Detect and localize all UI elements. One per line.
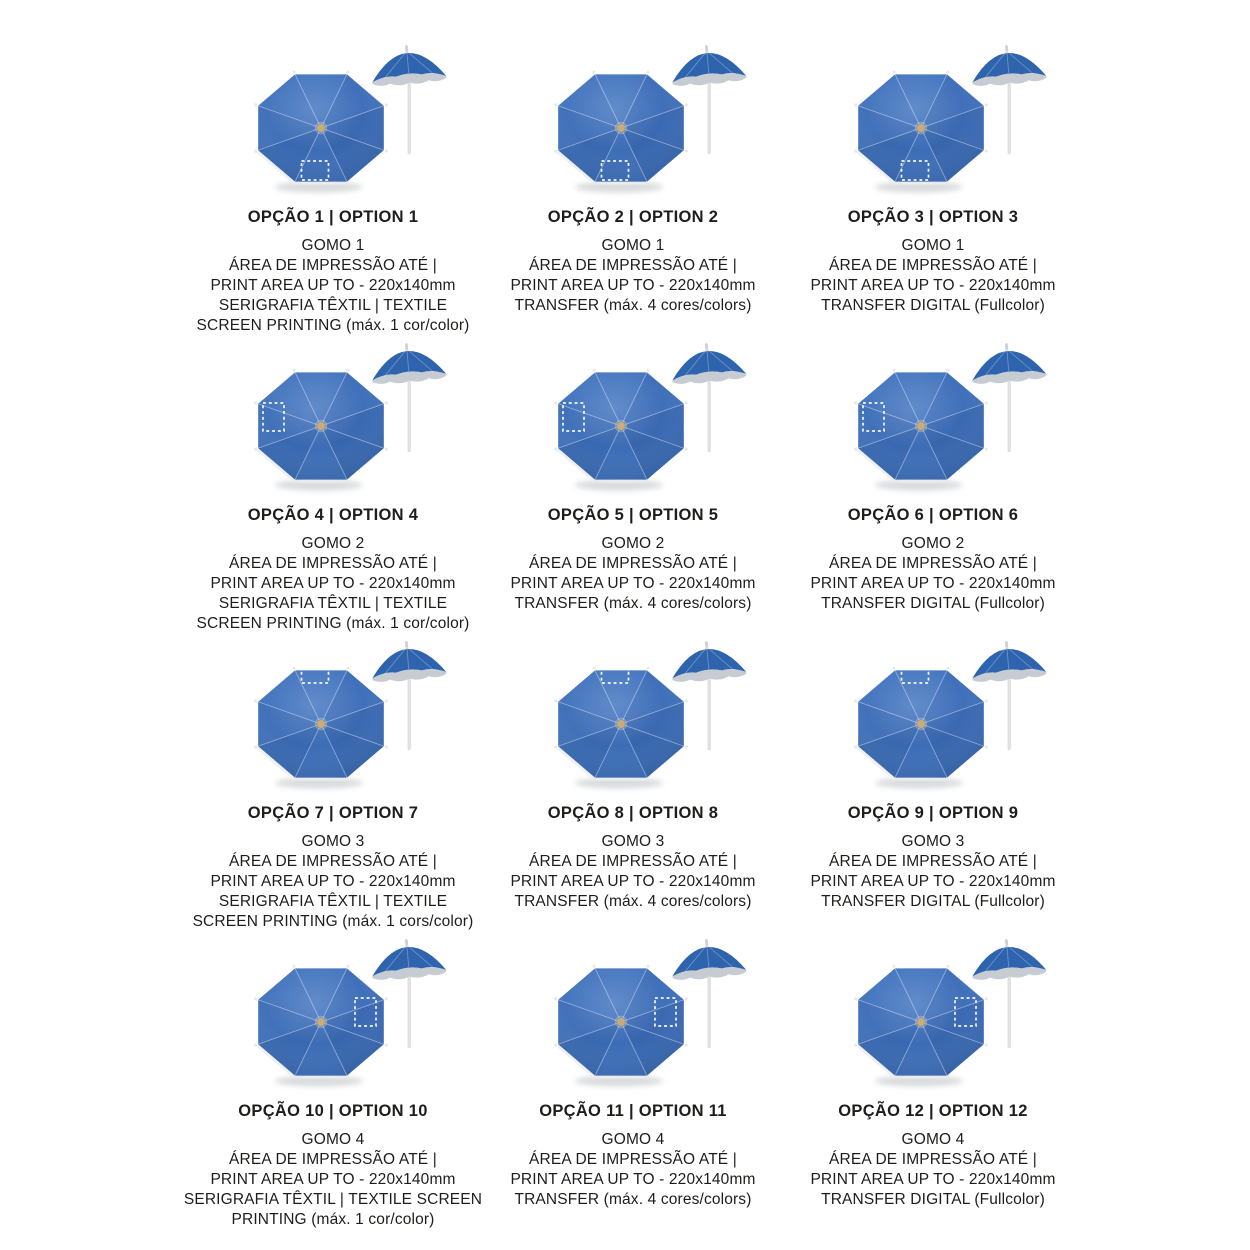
print-area-label-pt: ÁREA DE IMPRESSÃO ATÉ | xyxy=(529,555,737,572)
umbrella-product-image xyxy=(218,934,448,1094)
umbrella-pole xyxy=(1008,976,1011,1048)
print-technique-line: PRINTING (máx. 1 cor/color) xyxy=(231,1211,435,1228)
umbrella-graphic xyxy=(818,338,1048,498)
print-technique-line: SCREEN PRINTING (máx. 1 cors/color) xyxy=(192,913,474,930)
print-technique-line: TRANSFER (máx. 4 cores/colors) xyxy=(514,595,752,612)
umbrella-graphic xyxy=(518,636,748,796)
umbrella-top-view-icon xyxy=(554,664,688,781)
umbrella-product-image xyxy=(518,934,748,1094)
umbrella-pole xyxy=(1008,678,1011,750)
umbrella-product-image xyxy=(518,40,748,200)
print-technique-line: TRANSFER (máx. 4 cores/colors) xyxy=(514,297,752,314)
print-area-label-en: PRINT AREA UP TO - 220x140mm xyxy=(210,873,456,890)
print-area-label-pt: ÁREA DE IMPRESSÃO ATÉ | xyxy=(829,853,1037,870)
option-cell-2 xyxy=(483,40,783,338)
umbrella-graphic xyxy=(218,636,448,796)
gomo-label: GOMO 3 xyxy=(901,833,965,850)
umbrella-top-view-icon xyxy=(854,664,988,781)
print-area-label-pt: ÁREA DE IMPRESSÃO ATÉ | xyxy=(229,555,437,572)
umbrella-top-view-icon xyxy=(554,71,688,185)
umbrella-top-view-icon xyxy=(554,965,688,1080)
option-title: OPÇÃO 1 | OPTION 1 xyxy=(247,208,419,226)
umbrella-product-image xyxy=(818,338,1048,498)
umbrella-top-view-icon xyxy=(254,965,388,1080)
umbrella-pole xyxy=(408,380,411,452)
gomo-label: GOMO 2 xyxy=(301,535,365,552)
option-title: OPÇÃO 8 | OPTION 8 xyxy=(547,804,719,822)
print-area-label-pt: ÁREA DE IMPRESSÃO ATÉ | xyxy=(829,555,1037,572)
print-area-label-en: PRINT AREA UP TO - 220x140mm xyxy=(210,1171,456,1188)
print-technique-line: TRANSFER DIGITAL (Fullcolor) xyxy=(821,1191,1045,1208)
umbrella-graphic xyxy=(818,636,1048,796)
print-technique-line: SERIGRAFIA TÊXTIL | TEXTILE xyxy=(218,595,448,612)
print-area-label-en: PRINT AREA UP TO - 220x140mm xyxy=(510,575,756,592)
umbrella-pole xyxy=(708,82,711,154)
umbrella-graphic xyxy=(218,40,448,200)
option-cell-8 xyxy=(483,636,783,934)
option-cell-9 xyxy=(783,636,1083,934)
print-area-label-en: PRINT AREA UP TO - 220x140mm xyxy=(210,575,456,592)
umbrella-top-view-icon xyxy=(854,369,988,484)
print-area-label-en: PRINT AREA UP TO - 220x140mm xyxy=(810,873,1056,890)
umbrella-graphic xyxy=(218,338,448,498)
option-title: OPÇÃO 12 | OPTION 12 xyxy=(838,1102,1028,1120)
option-title: OPÇÃO 5 | OPTION 5 xyxy=(547,506,719,524)
print-area-label-en: PRINT AREA UP TO - 220x140mm xyxy=(510,873,756,890)
option-title: OPÇÃO 10 | OPTION 10 xyxy=(238,1102,428,1120)
umbrella-graphic xyxy=(518,934,748,1094)
option-title: OPÇÃO 2 | OPTION 2 xyxy=(547,208,719,226)
umbrella-pole xyxy=(408,678,411,750)
print-area-label-pt: ÁREA DE IMPRESSÃO ATÉ | xyxy=(529,853,737,870)
gomo-label: GOMO 3 xyxy=(301,833,365,850)
option-cell-3 xyxy=(783,40,1083,338)
umbrella-product-image xyxy=(218,636,448,796)
umbrella-graphic xyxy=(818,934,1048,1094)
print-technique-line: SCREEN PRINTING (máx. 1 cor/color) xyxy=(196,317,470,334)
umbrella-product-image xyxy=(518,636,748,796)
option-title: OPÇÃO 7 | OPTION 7 xyxy=(247,804,419,822)
print-technique-line: TRANSFER (máx. 4 cores/colors) xyxy=(514,893,752,910)
print-area-label-en: PRINT AREA UP TO - 220x140mm xyxy=(510,1171,756,1188)
print-area-label-en: PRINT AREA UP TO - 220x140mm xyxy=(810,277,1056,294)
option-cell-7 xyxy=(183,636,483,934)
umbrella-product-image xyxy=(218,338,448,498)
umbrella-top-view-icon xyxy=(254,664,388,781)
umbrella-pole xyxy=(1008,82,1011,154)
umbrella-graphic xyxy=(518,40,748,200)
umbrella-top-view-icon xyxy=(254,369,388,484)
option-title: OPÇÃO 9 | OPTION 9 xyxy=(847,804,1019,822)
umbrella-pole xyxy=(708,678,711,750)
umbrella-top-view-icon xyxy=(854,965,988,1080)
umbrella-top-view-icon xyxy=(854,71,988,185)
gomo-label: GOMO 4 xyxy=(301,1131,365,1148)
print-technique-line: SCREEN PRINTING (máx. 1 cor/color) xyxy=(196,615,470,632)
print-area-label-pt: ÁREA DE IMPRESSÃO ATÉ | xyxy=(529,257,737,274)
umbrella-pole xyxy=(1008,380,1011,452)
gomo-label: GOMO 3 xyxy=(601,833,665,850)
print-technique-line: SERIGRAFIA TÊXTIL | TEXTILE xyxy=(218,893,448,910)
gomo-label: GOMO 1 xyxy=(901,237,965,254)
print-technique-line: SERIGRAFIA TÊXTIL | TEXTILE xyxy=(218,297,448,314)
gomo-label: GOMO 2 xyxy=(901,535,965,552)
option-cell-4 xyxy=(183,338,483,636)
print-technique-line: TRANSFER (máx. 4 cores/colors) xyxy=(514,1191,752,1208)
print-area-label-en: PRINT AREA UP TO - 220x140mm xyxy=(210,277,456,294)
option-title: OPÇÃO 3 | OPTION 3 xyxy=(847,208,1019,226)
print-technique-line: SERIGRAFIA TÊXTIL | TEXTILE SCREEN xyxy=(183,1191,483,1208)
umbrella-pole xyxy=(408,976,411,1048)
print-technique-line: TRANSFER DIGITAL (Fullcolor) xyxy=(821,297,1045,314)
umbrella-top-view-icon xyxy=(554,369,688,484)
print-area-label-pt: ÁREA DE IMPRESSÃO ATÉ | xyxy=(229,853,437,870)
umbrella-product-image xyxy=(518,338,748,498)
option-cell-10 xyxy=(183,934,483,1232)
option-cell-12 xyxy=(783,934,1083,1232)
umbrella-product-image xyxy=(218,40,448,200)
umbrella-graphic xyxy=(818,40,1048,200)
option-title: OPÇÃO 6 | OPTION 6 xyxy=(847,506,1019,524)
umbrella-product-image xyxy=(818,636,1048,796)
gomo-label: GOMO 1 xyxy=(601,237,665,254)
print-technique-line: TRANSFER DIGITAL (Fullcolor) xyxy=(821,893,1045,910)
print-area-label-en: PRINT AREA UP TO - 220x140mm xyxy=(810,575,1056,592)
option-cell-6 xyxy=(783,338,1083,636)
print-area-label-en: PRINT AREA UP TO - 220x140mm xyxy=(810,1171,1056,1188)
gomo-label: GOMO 4 xyxy=(901,1131,965,1148)
umbrella-top-view-icon xyxy=(254,71,388,185)
option-cell-5 xyxy=(483,338,783,636)
print-technique-line: TRANSFER DIGITAL (Fullcolor) xyxy=(821,595,1045,612)
option-title: OPÇÃO 4 | OPTION 4 xyxy=(247,506,419,524)
umbrella-product-image xyxy=(818,40,1048,200)
option-cell-1 xyxy=(183,40,483,338)
print-area-label-pt: ÁREA DE IMPRESSÃO ATÉ | xyxy=(529,1151,737,1168)
gomo-label: GOMO 4 xyxy=(601,1131,665,1148)
umbrella-pole xyxy=(408,82,411,154)
umbrella-graphic xyxy=(218,934,448,1094)
print-area-label-pt: ÁREA DE IMPRESSÃO ATÉ | xyxy=(829,1151,1037,1168)
umbrella-graphic xyxy=(518,338,748,498)
print-area-label-pt: ÁREA DE IMPRESSÃO ATÉ | xyxy=(229,1151,437,1168)
umbrella-pole xyxy=(708,380,711,452)
umbrella-pole xyxy=(708,976,711,1048)
option-title: OPÇÃO 11 | OPTION 11 xyxy=(539,1102,727,1120)
option-cell-11 xyxy=(483,934,783,1232)
print-area-label-pt: ÁREA DE IMPRESSÃO ATÉ | xyxy=(229,257,437,274)
umbrella-product-image xyxy=(818,934,1048,1094)
print-area-label-pt: ÁREA DE IMPRESSÃO ATÉ | xyxy=(829,257,1037,274)
gomo-label: GOMO 2 xyxy=(601,535,665,552)
gomo-label: GOMO 1 xyxy=(301,237,365,254)
print-area-label-en: PRINT AREA UP TO - 220x140mm xyxy=(510,277,756,294)
